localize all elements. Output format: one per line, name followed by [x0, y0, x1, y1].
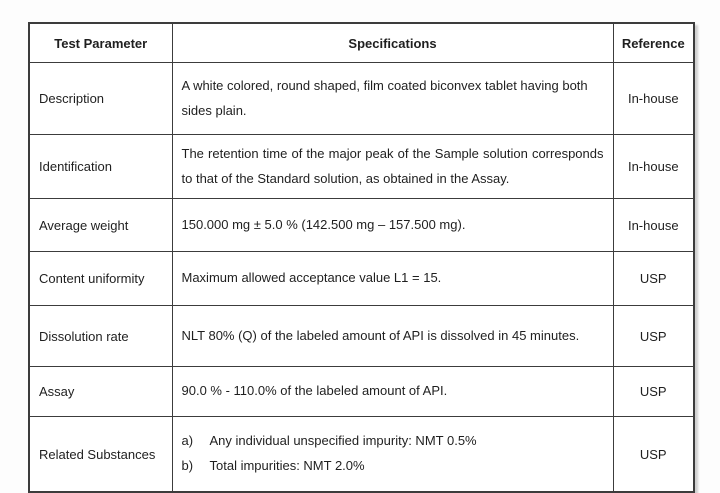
reference-cell: USP	[613, 417, 694, 493]
specification-list-item	[182, 429, 604, 454]
specification-cell: NLT 80% (Q) of the labeled amount of API is dissolved in 45 minutes.	[172, 306, 613, 367]
table-row-dissolution-rate	[29, 306, 694, 367]
parameter-cell: Identification	[29, 135, 172, 199]
parameter-cell: Related Substances	[29, 417, 172, 493]
specification-cell: 90.0 % - 110.0% of the labeled amount of API.	[172, 367, 613, 417]
parameter-cell: Dissolution rate	[29, 306, 172, 367]
parameter-cell: Average weight	[29, 199, 172, 252]
specifications-table	[28, 22, 695, 493]
column-header-reference: Reference	[613, 23, 694, 63]
specification-cell	[172, 417, 613, 493]
reference-cell: In-house	[613, 63, 694, 135]
table-row-description	[29, 63, 694, 135]
table-row-identification	[29, 135, 694, 199]
table-row-content-uniformity	[29, 252, 694, 306]
list-marker: b)	[181, 458, 194, 473]
column-header-test-parameter: Test Parameter	[29, 23, 172, 63]
parameter-cell: Assay	[29, 367, 172, 417]
column-header-specifications: Specifications	[172, 23, 613, 63]
specification-cell: Maximum allowed acceptance value L1 = 15.	[172, 252, 613, 306]
table-row-average-weight	[29, 199, 694, 252]
reference-cell: In-house	[613, 199, 694, 252]
parameter-cell: Content uniformity	[29, 252, 172, 306]
specification-cell: A white colored, round shaped, film coated biconvex tablet having both sides plain.	[172, 63, 613, 135]
list-item-text: Any individual unspecified impurity: NMT 0.5%	[209, 433, 477, 449]
list-item-text: Total impurities: NMT 2.0%	[209, 458, 365, 473]
table-row-related-substances	[29, 417, 694, 493]
table-row-assay	[29, 367, 694, 417]
specification-cell: 150.000 mg ± 5.0 % (142.500 mg – 157.500 mg).	[172, 199, 613, 252]
reference-cell: USP	[613, 306, 694, 367]
specification-cell: The retention time of the major peak of the Sample solution corresponds to that of the Standard solution, as obtained in the Assay.	[172, 135, 613, 199]
reference-cell: In-house	[613, 135, 694, 199]
specification-list-item	[182, 454, 604, 479]
list-marker: a)	[181, 433, 194, 449]
reference-cell: USP	[613, 252, 694, 306]
parameter-cell: Description	[29, 63, 172, 135]
reference-cell: USP	[613, 367, 694, 417]
table-header-row	[29, 23, 694, 63]
